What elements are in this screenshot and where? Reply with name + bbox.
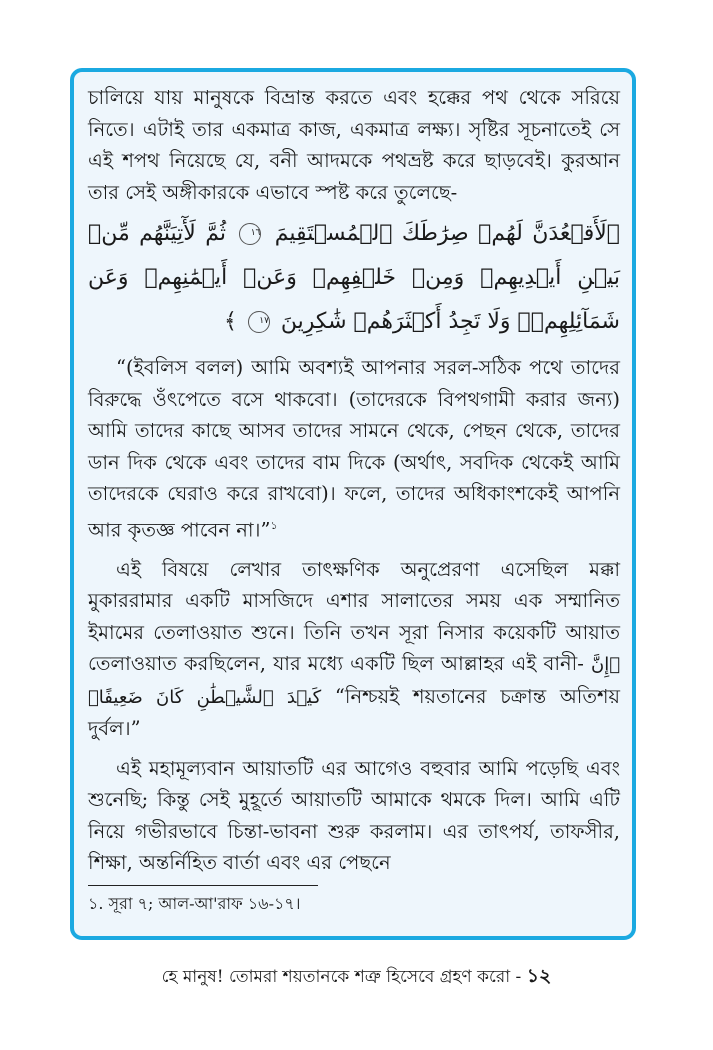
inline-arabic-verse: ﴿إِنَّ كَيۡدَ ٱلشَّيۡطَٰنِ كَانَ ضَعِيفًا﴾ (88, 654, 620, 708)
paragraph-3-text: এই বিষয়ে লেখার তাৎক্ষণিক অনুপ্রেরণা এসেছিল মক্কা মুকাররামার একটি মাসজিদে এশার সালাতের সময় এক সম্মানিত ইমামের তেলাওয়াত শুনে। তিনি তখন সূরা নিসার কয়েকটি আয়াত তেলাওয়াত করছিলেন, যার মধ্যে একটি ছিল আল্লাহর এই বানী- (88, 557, 620, 675)
paragraph-4: এই মহামূল্যবান আয়াতটি এর আগেও বহুবার আমি পড়েছি এবং শুনেছি; কিন্তু সেই মুহূর্তে আয়াতটি আমাকে থমকে দিল। আমি এটি নিয়ে গভীরভাবে চিন্তা-ভাবনা শুরু করলাম। এর তাৎপর্য, তাফসীর, শিক্ষা, অন্তর্নিহিত বার্তা এবং এর পেছনে (88, 756, 620, 874)
content-frame (70, 68, 636, 940)
quran-verse-close: ﴾ (224, 309, 237, 334)
quran-verse-part-2: ثُمَّ لَأٓتِيَنَّهُم مِّنۢ بَيۡنِ أَيۡدِيهِمۡ وَمِنۡ خَلۡفِهِمۡ وَعَنۡ أَيۡمَٰنِهِمۡ وَعَن شَمَآئِلِهِمۡۖ وَلَا تَجِدُ أَكۡثَرَهُمۡ شَٰكِرِينَ (88, 221, 620, 334)
ayah-number-17: ١٧ (248, 311, 270, 333)
paragraph-2 (88, 352, 620, 546)
footnote-reference[interactable]: ১ (270, 518, 278, 532)
page-number: ১২ (526, 965, 552, 987)
paragraph-3-translation: “নিশ্চয়ই শয়তানের চক্রান্ত অতিশয় দুর্বল।” (88, 684, 620, 740)
footnote: ১. সূরা ৭; আল-আ'রাফ ১৬-১৭। (88, 893, 301, 913)
paragraph-2-text: “(ইবলিস বলল) আমি অবশ্যই আপনার সরল-সঠিক পথে তাদের বিরুদ্ধে ওঁৎপেতে বসে থাকবো। (তাদেরকে বিপথগামী করার জন্য) আমি তাদের কাছে আসব তাদের সামনে থেকে, পেছন থেকে, তাদের ডান দিক থেকে এবং তাদের বাম দিকে (অর্থাৎ, সবদিক থেকেই আমি তাদেরকে ঘেরাও করে রাখবো)। ফলে, তাদের অধিকাংশকেই আপনি আর কৃতজ্ঞ পাবেন না।” (88, 356, 620, 541)
running-title: হে মানুষ! তোমরা শয়তানকে শত্রু হিসেবে গ্রহণ করো - (161, 967, 522, 987)
page-footer (0, 962, 713, 994)
quran-verse-block (88, 212, 620, 344)
quran-verse-part-1: ﴿لَأَقۡعُدَنَّ لَهُمۡ صِرَٰطَكَ ٱلۡمُسۡتَقِيمَ (274, 221, 620, 246)
footnote-divider (88, 885, 318, 886)
ayah-number-16: ١٦ (239, 223, 261, 245)
paragraph-3 (88, 554, 620, 745)
paragraph-1: চালিয়ে যায় মানুষকে বিভ্রান্ত করতে এবং হক্কের পথ থেকে সরিয়ে নিতে। এটাই তার একমাত্র কাজ, একমাত্র লক্ষ্য। সৃষ্টির সূচনাতেই সে এই শপথ নিয়েছে যে, বনী আদমকে পথভ্রষ্ট করে ছাড়বেই। কুরআন তার সেই অঙ্গীকারকে এভাবে স্পষ্ট করে তুলেছে- (88, 86, 620, 204)
page-content (88, 82, 620, 916)
